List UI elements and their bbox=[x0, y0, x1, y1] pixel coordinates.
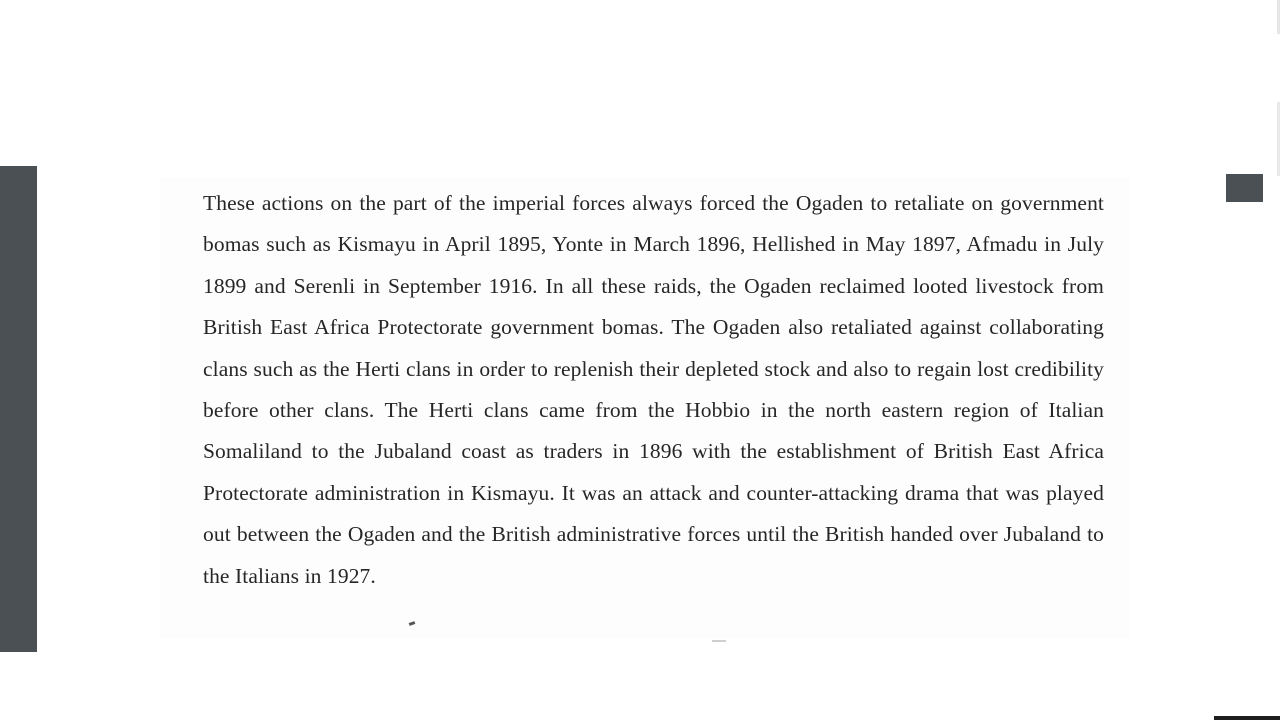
document-paragraph: These actions on the part of the imperial forces always forced the Ogaden to retaliate on government bomas such as Kismayu in April 1895, Yonte in March 1896, Hellished in May 1897, Afmadu in July 1899 and Serenli in September 1916. In all these raids, the Ogaden reclaimed looted livestock from British East Africa Protectorate government bomas. The Ogaden also retaliated against collaborating clans such as the Herti clans in order to replenish their depleted stock and also to regain lost credibility before other clans. The Herti clans came from the Hobbio in the north eastern region of Italian Somaliland to the Jubaland coast as traders in 1896 with the establishment of British East Africa Protectorate administration in Kismayu. It was an attack and counter-attacking drama that was played out between the Ogaden and the British administrative forces until the British handed over Jubaland to the Italians in 1927. bbox=[203, 191, 1104, 588]
right-side-tab[interactable] bbox=[1226, 174, 1263, 202]
left-side-panel bbox=[0, 166, 37, 652]
scan-speck bbox=[712, 640, 726, 642]
bottom-right-bar bbox=[1214, 716, 1280, 720]
